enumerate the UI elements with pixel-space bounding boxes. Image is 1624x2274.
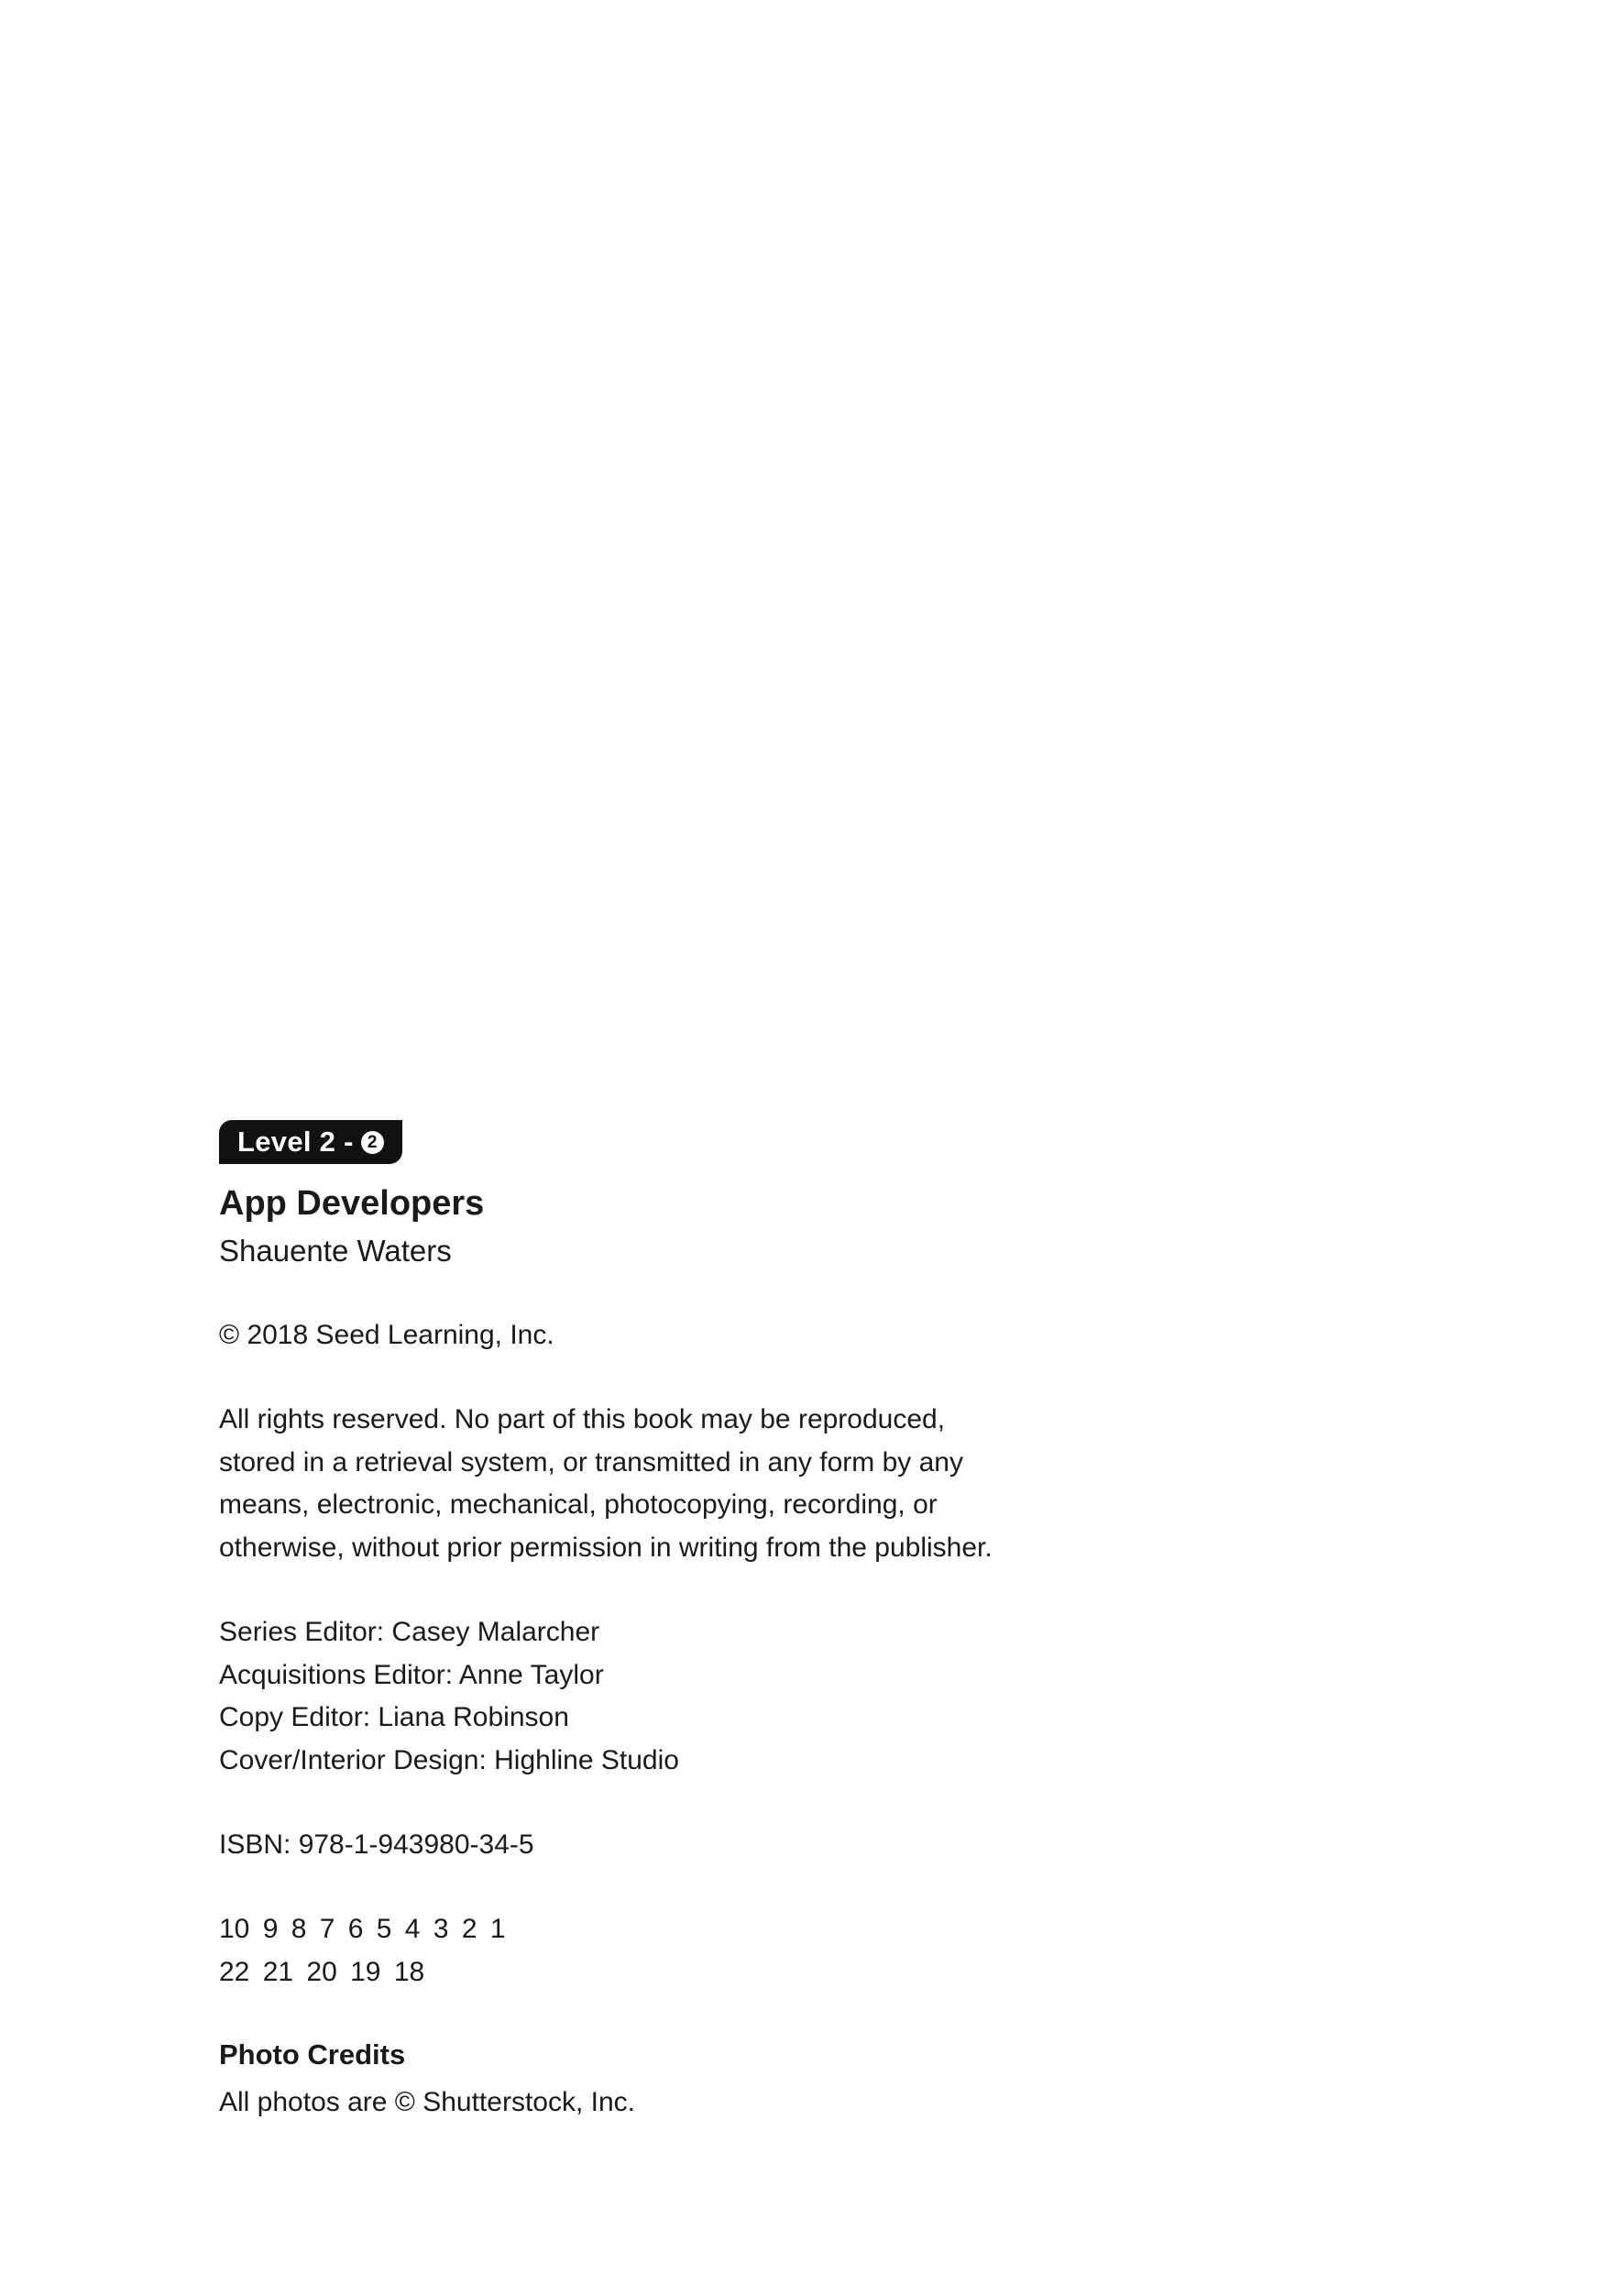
copyright-notice: © 2018 Seed Learning, Inc.: [219, 1320, 554, 1350]
book-author: Shauente Waters: [219, 1234, 452, 1268]
printing-numbers: 10 9 8 7 6 5 4 3 2 1: [219, 1914, 506, 1944]
photo-credits-heading: Photo Credits: [219, 2038, 406, 2071]
rights-line: All rights reserved. No part of this book may be reproduced,: [219, 1404, 946, 1434]
level-badge-label: Level 2 -: [237, 1126, 354, 1158]
rights-paragraph: [219, 1399, 1136, 1569]
credit-copy-editor: Copy Editor: Liana Robinson: [219, 1702, 569, 1732]
printing-years: 22 21 20 19 18: [219, 1956, 425, 1987]
isbn: ISBN: 978-1-943980-34-5: [219, 1829, 534, 1860]
rights-line: otherwise, without prior permission in writing from the publisher.: [219, 1532, 993, 1563]
printing-line-numbers: [219, 1908, 1136, 1994]
credit-acquisitions-editor: Acquisitions Editor: Anne Taylor: [219, 1659, 604, 1690]
book-title: App Developers: [219, 1184, 485, 1223]
editorial-credits: [219, 1611, 1136, 1782]
rights-line: stored in a retrieval system, or transmitted in any form by any: [219, 1446, 963, 1478]
level-number-circle-icon: 2: [361, 1131, 384, 1154]
copyright-block: [219, 1120, 1136, 2124]
credit-series-editor: Series Editor: Casey Malarcher: [219, 1617, 600, 1647]
photo-credits-text: All photos are © Shutterstock, Inc.: [219, 2087, 635, 2117]
credit-design: Cover/Interior Design: Highline Studio: [219, 1744, 679, 1775]
rights-line: means, electronic, mechanical, photocopying, recording, or: [219, 1489, 938, 1520]
level-badge: [219, 1120, 402, 1164]
